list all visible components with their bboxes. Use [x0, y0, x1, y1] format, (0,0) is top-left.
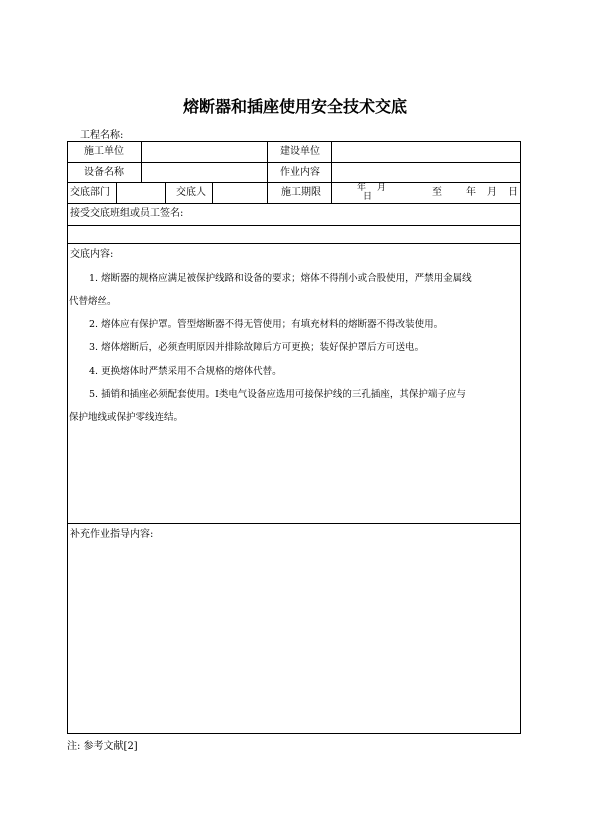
dept-field[interactable]	[118, 183, 164, 202]
period-label: 施工期限	[281, 187, 321, 198]
period-to: 至	[432, 187, 442, 198]
period-start-year: 年	[357, 183, 367, 193]
content-line: 4. 更换熔体时严禁采用不合规格的熔体代替。	[89, 366, 282, 377]
equipment-name-field[interactable]	[143, 163, 266, 182]
construction-unit-label: 施工单位	[84, 146, 124, 157]
construction-unit-field[interactable]	[143, 142, 266, 162]
build-unit-label: 建设单位	[280, 146, 320, 157]
page-title: 熔断器和插座使用安全技术交底	[182, 97, 407, 116]
work-content-field[interactable]	[333, 163, 520, 182]
content-line: 2. 熔体应有保护罩。管型熔断器不得无管使用；有填充材料的熔断器不得改装使用。	[89, 319, 444, 330]
content-label: 交底内容:	[70, 249, 114, 260]
person-field[interactable]	[214, 183, 266, 202]
project-name-label: 工程名称:	[80, 130, 124, 141]
period-end-year: 年	[466, 187, 476, 198]
content-line: 3. 熔体熔断后，必须查明原因并排除故障后方可更换；装好保护罩后方可送电。	[89, 342, 425, 353]
signature-label: 接受交底班组或员工签名:	[70, 208, 184, 219]
work-content-label: 作业内容	[280, 167, 320, 178]
content-line: 5. 插销和插座必须配套使用。Ⅰ类电气设备应选用可接保护线的三孔插座，其保护端子应与	[89, 389, 466, 400]
content-line: 保护地线或保护零线连结。	[69, 412, 184, 423]
content-line: 1. 熔断器的规格应满足被保护线路和设备的要求；熔体不得削小或合股使用，严禁用金属线	[89, 273, 472, 284]
supplement-label: 补充作业指导内容:	[70, 529, 154, 540]
signature-field[interactable]	[68, 226, 520, 243]
period-end-month: 月	[487, 187, 497, 198]
period-start-month: 月	[377, 183, 387, 193]
build-unit-field[interactable]	[333, 142, 520, 162]
person-label: 交底人	[176, 187, 206, 198]
dept-label: 交底部门	[70, 187, 110, 198]
footnote: 注: 参考文献[2]	[67, 741, 138, 752]
period-start-day: 日	[363, 192, 373, 202]
supplement-field[interactable]	[68, 545, 520, 733]
period-end-day: 日	[508, 187, 518, 198]
content-line: 代替熔丝。	[69, 296, 117, 307]
equipment-name-label: 设备名称	[84, 167, 124, 178]
